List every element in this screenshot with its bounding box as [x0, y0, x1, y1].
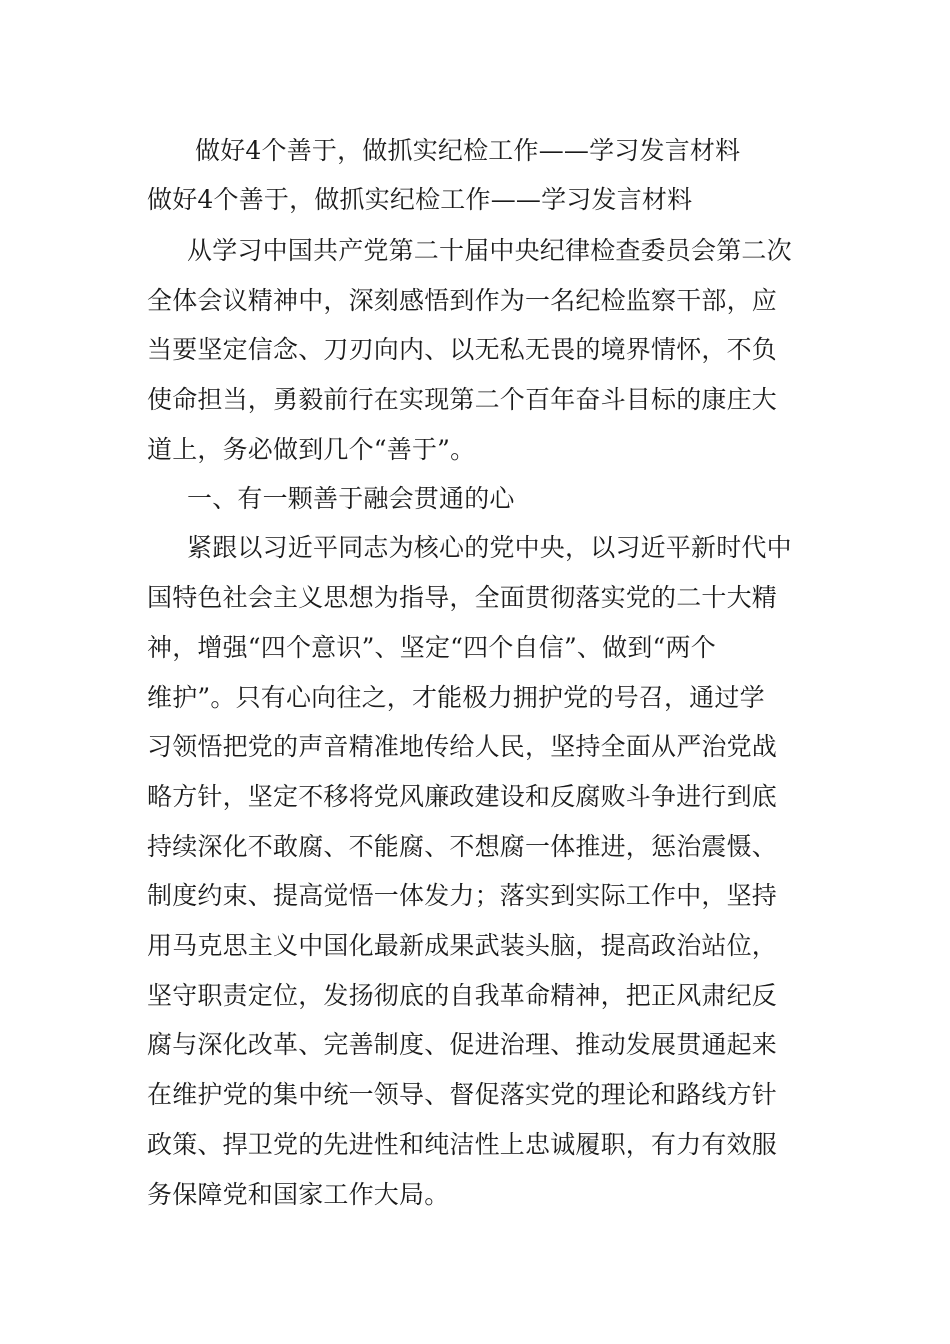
paragraph-1-line: 使命担当，勇毅前行在实现第二个百年奋斗目标的康庄大	[147, 385, 778, 414]
section-1-heading: 一、有一颗善于融会贯通的心	[187, 484, 515, 513]
paragraph-2-line: 维护”。只有心向往之，才能极力拥护党的号召，通过学	[147, 683, 765, 712]
paragraph-1-line: 当要坚定信念、刀刃向内、以无私无畏的境界情怀，不负	[147, 335, 778, 364]
paragraph-2-line: 持续深化不敢腐、不能腐、不想腐一体推进，惩治震慑、	[147, 832, 778, 861]
paragraph-1-line: 全体会议精神中，深刻感悟到作为一名纪检监察干部，应	[147, 286, 778, 315]
paragraph-2-line: 政策、捍卫党的先进性和纯洁性上忠诚履职，有力有效服	[147, 1130, 778, 1159]
paragraph-2-line: 习领悟把党的声音精准地传给人民，坚持全面从严治党战	[147, 732, 778, 761]
paragraph-2-line: 紧跟以习近平同志为核心的党中央，以习近平新时代中	[187, 533, 792, 562]
paragraph-2-line: 坚守职责定位，发扬彻底的自我革命精神，把正风肃纪反	[147, 981, 778, 1010]
paragraph-2-line: 在维护党的集中统一领导、督促落实党的理论和路线方针	[147, 1080, 778, 1109]
document-title-repeat: 做好4个善于，做抓实纪检工作——学习发言材料	[147, 185, 693, 214]
paragraph-2-line: 略方针，坚定不移将党风廉政建设和反腐败斗争进行到底	[147, 782, 778, 811]
document-title: 做好4个善于，做抓实纪检工作——学习发言材料	[195, 136, 741, 165]
paragraph-1-line: 从学习中国共产党第二十届中央纪律检查委员会第二次	[187, 236, 792, 265]
paragraph-2-line: 用马克思主义中国化最新成果武装头脑，提高政治站位，	[147, 931, 778, 960]
paragraph-2-line: 务保障党和国家工作大局。	[147, 1180, 450, 1209]
paragraph-1-line: 道上，务必做到几个“善于”。	[147, 435, 476, 464]
paragraph-2-line: 神，增强“四个意识”、坚定“四个自信”、做到“两个	[147, 633, 716, 662]
paragraph-2-line: 制度约束、提高觉悟一体发力；落实到实际工作中，坚持	[147, 881, 778, 910]
paragraph-2-line: 国特色社会主义思想为指导，全面贯彻落实党的二十大精	[147, 583, 778, 612]
paragraph-2-line: 腐与深化改革、完善制度、促进治理、推动发展贯通起来	[147, 1030, 778, 1059]
